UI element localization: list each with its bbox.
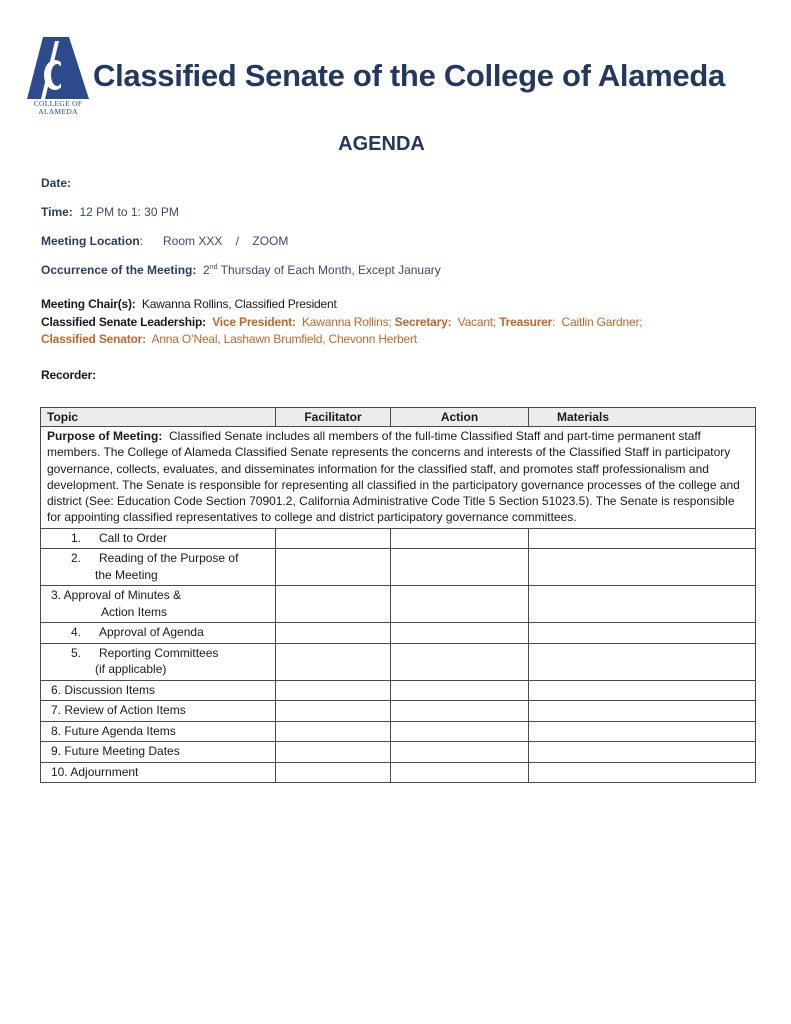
item-number: 1. bbox=[71, 530, 82, 545]
action-cell[interactable] bbox=[391, 623, 529, 644]
action-cell[interactable] bbox=[391, 680, 529, 701]
purpose-label: Purpose of Meeting: bbox=[47, 429, 163, 443]
materials-cell[interactable] bbox=[529, 623, 756, 644]
item-title: 8. Future Agenda Items bbox=[51, 723, 176, 738]
purpose-cell bbox=[41, 427, 756, 529]
action-cell[interactable] bbox=[391, 586, 529, 623]
facilitator-cell[interactable] bbox=[276, 762, 391, 783]
chair-row bbox=[41, 296, 337, 314]
topic-cell bbox=[41, 528, 276, 549]
table-row bbox=[41, 643, 756, 680]
item-title-continued: the Meeting bbox=[95, 567, 158, 582]
topic-line bbox=[47, 587, 269, 604]
logo-text-line2: ALAMEDA bbox=[38, 107, 78, 116]
chair-label: Meeting Chair(s): bbox=[41, 297, 136, 311]
location-label: Meeting Location bbox=[41, 234, 140, 248]
item-title-continued: (if applicable) bbox=[95, 662, 167, 677]
topic-cell bbox=[41, 623, 276, 644]
occurrence-sup: nd bbox=[209, 264, 218, 271]
topic-cell bbox=[41, 680, 276, 701]
materials-cell[interactable] bbox=[529, 701, 756, 722]
vp-label: Vice President: bbox=[212, 314, 296, 329]
header-materials: Materials bbox=[529, 408, 756, 427]
topic-line bbox=[47, 645, 269, 662]
item-number: 4. bbox=[71, 625, 82, 640]
senator-label: Classified Senator: bbox=[41, 332, 146, 346]
treasurer-value: Caitlin Gardner; bbox=[561, 314, 643, 329]
occurrence-label: Occurrence of the Meeting: bbox=[41, 263, 197, 277]
leadership-label: Classified Senate Leadership: bbox=[41, 314, 206, 329]
table-row bbox=[41, 721, 756, 742]
table-row bbox=[41, 528, 756, 549]
facilitator-cell[interactable] bbox=[276, 549, 391, 586]
materials-cell[interactable] bbox=[529, 549, 756, 586]
table-row bbox=[41, 701, 756, 722]
topic-line bbox=[47, 702, 269, 719]
topic-line bbox=[47, 550, 269, 567]
topic-cell bbox=[41, 549, 276, 586]
secretary-value: Vacant; bbox=[457, 314, 497, 329]
topic-cell bbox=[41, 742, 276, 763]
facilitator-cell[interactable] bbox=[276, 528, 391, 549]
item-title: 3. Approval of Minutes & bbox=[51, 588, 182, 603]
date-label: Date: bbox=[41, 176, 72, 190]
item-title: Call to Order bbox=[99, 530, 168, 545]
table-row bbox=[41, 623, 756, 644]
topic-line bbox=[47, 764, 269, 781]
college-of-alameda-logo-icon bbox=[25, 37, 91, 101]
materials-cell[interactable] bbox=[529, 528, 756, 549]
leadership-row: Classified Senate Leadership: Vice President: Kawanna Rollins; Secretary: Vacant; Treasurer: Caitlin Gardner; bbox=[41, 314, 643, 329]
materials-cell[interactable] bbox=[529, 643, 756, 680]
vp-value: Kawanna Rollins; bbox=[302, 314, 392, 329]
table-row bbox=[41, 742, 756, 763]
materials-cell[interactable] bbox=[529, 742, 756, 763]
facilitator-cell[interactable] bbox=[276, 721, 391, 742]
chair-value: Kawanna Rollins, Classified President bbox=[141, 297, 337, 311]
facilitator-cell[interactable] bbox=[276, 623, 391, 644]
location-value: Room XXX / ZOOM bbox=[163, 234, 289, 248]
header-facilitator: Facilitator bbox=[276, 408, 391, 427]
time-row bbox=[41, 205, 179, 219]
topic-line bbox=[47, 682, 269, 699]
item-title-continued: Action Items bbox=[101, 604, 168, 619]
topic-cell bbox=[41, 762, 276, 783]
header-topic: Topic bbox=[41, 408, 276, 427]
action-cell[interactable] bbox=[391, 643, 529, 680]
facilitator-cell[interactable] bbox=[276, 742, 391, 763]
materials-cell[interactable] bbox=[529, 680, 756, 701]
item-title: Reading of the Purpose of bbox=[99, 551, 239, 566]
agenda-table bbox=[40, 407, 756, 783]
document-title: Classified Senate of the College of Alameda bbox=[93, 58, 725, 93]
item-number: 2. bbox=[71, 551, 82, 566]
action-cell[interactable] bbox=[391, 701, 529, 722]
table-row bbox=[41, 680, 756, 701]
item-title: Reporting Committees bbox=[99, 645, 219, 660]
college-logo bbox=[25, 37, 91, 119]
occurrence-ordinal: 2 bbox=[203, 263, 210, 277]
action-cell[interactable] bbox=[391, 549, 529, 586]
facilitator-cell[interactable] bbox=[276, 701, 391, 722]
time-label: Time: bbox=[41, 205, 73, 219]
purpose-text: Classified Senate includes all members of the full-time Classified Staff and part-time permanent staff members. The College of Alameda Classified Senate represents the concerns and interests of the Classified Staff in participatory governance, collects, evaluates, and disseminates information for the classified staff, and promotes staff professionalism and development. The Senate is responsible for representing all classified in the participatory governance processes of the college and district (See: Education Code Section 70901.2, California Administrative Code Title 5 Section 51023.5). The Senate is responsible for appointing classified representatives to college and district participatory governance committees. bbox=[47, 429, 740, 525]
secretary-label: Secretary: bbox=[394, 314, 452, 329]
table-row bbox=[41, 762, 756, 783]
action-cell[interactable] bbox=[391, 528, 529, 549]
logo-text-line1: COLLEGE OF bbox=[33, 99, 83, 108]
topic-cell bbox=[41, 701, 276, 722]
topic-line bbox=[47, 723, 269, 740]
topic-line bbox=[47, 743, 269, 760]
facilitator-cell[interactable] bbox=[276, 680, 391, 701]
action-cell[interactable] bbox=[391, 742, 529, 763]
item-title: 7. Review of Action Items bbox=[51, 703, 186, 718]
item-title: 10. Adjournment bbox=[51, 764, 139, 779]
table-row bbox=[41, 549, 756, 586]
topic-cell bbox=[41, 721, 276, 742]
time-value: 12 PM to 1: 30 PM bbox=[79, 205, 179, 219]
facilitator-cell[interactable] bbox=[276, 643, 391, 680]
table-row bbox=[41, 586, 756, 623]
purpose-row bbox=[41, 427, 756, 529]
date-row bbox=[41, 176, 71, 190]
senator-row bbox=[41, 331, 417, 349]
location-row: Meeting Location: Room XXX / ZOOM bbox=[41, 234, 289, 248]
item-number: 5. bbox=[71, 645, 82, 660]
treasurer-label: Treasurer bbox=[499, 314, 553, 329]
topic-line bbox=[47, 624, 269, 641]
materials-cell[interactable] bbox=[529, 721, 756, 742]
agenda-heading: AGENDA bbox=[338, 133, 425, 155]
topic-cell bbox=[41, 643, 276, 680]
topic-line bbox=[47, 530, 269, 547]
materials-cell[interactable] bbox=[529, 586, 756, 623]
materials-cell[interactable] bbox=[529, 762, 756, 783]
occurrence-value: Thursday of Each Month, Except January bbox=[217, 263, 441, 277]
occurrence-row bbox=[41, 263, 441, 277]
header-action: Action bbox=[391, 408, 529, 427]
recorder-row bbox=[41, 367, 96, 385]
item-title: Approval of Agenda bbox=[99, 625, 204, 640]
item-title: 9. Future Meeting Dates bbox=[51, 744, 180, 759]
item-title: 6. Discussion Items bbox=[51, 682, 156, 697]
action-cell[interactable] bbox=[391, 762, 529, 783]
recorder-label: Recorder: bbox=[41, 368, 96, 382]
facilitator-cell[interactable] bbox=[276, 586, 391, 623]
table-header-row bbox=[41, 408, 756, 427]
senator-value: Anna O’Neal, Lashawn Brumfield, Chevonn Herbert bbox=[151, 332, 417, 346]
topic-cell bbox=[41, 586, 276, 623]
action-cell[interactable] bbox=[391, 721, 529, 742]
